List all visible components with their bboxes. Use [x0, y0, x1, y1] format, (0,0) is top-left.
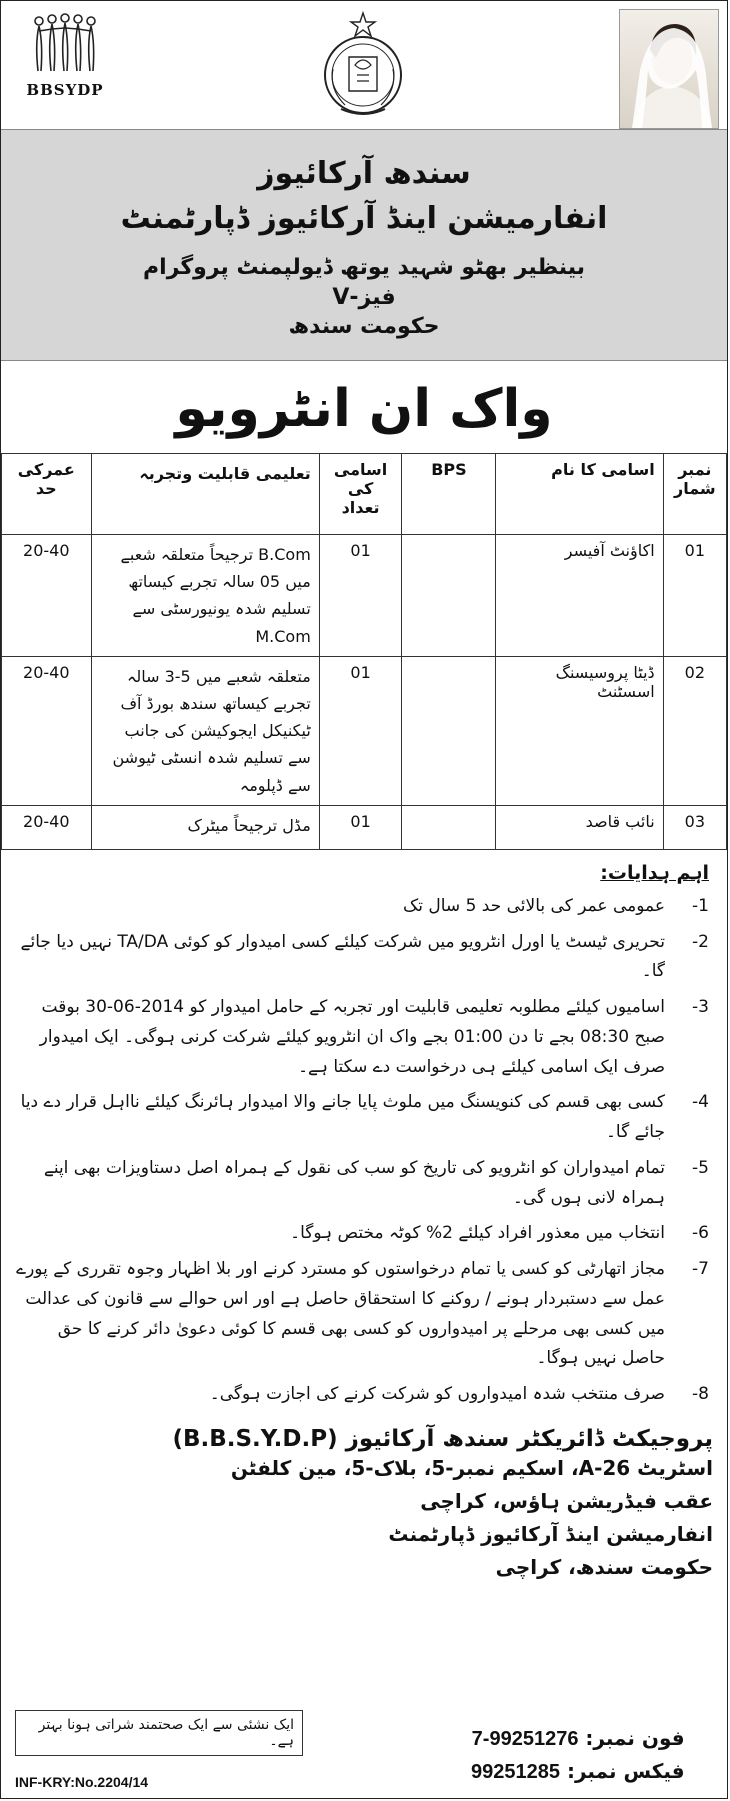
vacancies-table — [1, 453, 727, 850]
header-bps: BPS — [402, 454, 496, 535]
row-serial: 03 — [663, 805, 726, 849]
phase-label: فیز-V — [332, 284, 396, 310]
address-line: انفارمیشن اینڈ آرکائیوز ڈپارٹمنٹ — [388, 1521, 713, 1546]
row-posts-count: 01 — [319, 535, 402, 657]
government-label: حکومت سندھ — [288, 314, 440, 340]
list-item — [15, 1255, 709, 1374]
row-age-limit: 20-40 — [2, 535, 92, 657]
address-line: اسٹریٹ A-26، اسکیم نمبر-5، بلاک-5، مین کلفٹن — [230, 1455, 713, 1480]
item-number: 2- — [692, 931, 709, 952]
header-post-name: اسامی کا نام — [496, 454, 663, 535]
row-post-name: نائب قاصد — [496, 805, 663, 849]
fax-number: 99251285 — [471, 1761, 560, 1783]
row-posts-count: 01 — [319, 805, 402, 849]
anti-drug-footnote: ایک نشئی سے ایک صحتمند شراتی ہونا بہتر ہے۔ — [15, 1710, 303, 1756]
item-number: 8- — [692, 1384, 709, 1404]
walk-in-interview-title: واک ان انٹرویو — [175, 379, 553, 440]
item-text: انتخاب میں معذور افراد کیلئے 2% کوٹہ مختص ہوگا۔ — [290, 1223, 665, 1244]
row-bps — [402, 805, 496, 849]
item-text: عمومی عمر کی بالائی حد 5 سال تک — [403, 895, 665, 916]
contact-section — [1, 1416, 727, 1584]
item-number: 5- — [692, 1157, 709, 1178]
list-item — [15, 993, 709, 1082]
bbsydp-logo — [15, 13, 115, 99]
sindh-government-emblem-icon — [311, 9, 416, 121]
header-qualification: تعلیمی قابلیت وتجربہ — [91, 454, 319, 535]
logo-text: BBSYDP — [26, 81, 104, 99]
item-number: 1- — [692, 895, 709, 916]
list-item — [15, 1380, 709, 1410]
phone-line — [471, 1722, 685, 1755]
row-qualification: B.Com ترجیحاً متعلقہ شعبے میں 05 سالہ تجربے کیساتھ تسلیم شدہ یونیورسٹی سے M.Com — [91, 535, 319, 657]
row-qualification: مڈل ترجیحاً میٹرک — [91, 805, 319, 849]
instructions-section — [1, 850, 727, 1410]
item-text: صرف منتخب شدہ امیدواروں کو شرکت کرنے کی اجازت ہوگی۔ — [209, 1384, 665, 1404]
header-age-limit: عمرکی حد — [2, 454, 92, 535]
youth-figures-icon — [30, 13, 100, 75]
row-bps — [402, 535, 496, 657]
item-number: 4- — [692, 1092, 709, 1113]
item-number: 3- — [692, 997, 709, 1017]
title-band — [1, 129, 727, 361]
row-age-limit: 20-40 — [2, 805, 92, 849]
portrait-photo — [619, 9, 719, 129]
contact-heading: پروجیکٹ ڈائریکٹر سندھ آرکائیوز (B.B.S.Y.D.P) — [172, 1425, 713, 1452]
table-row — [2, 805, 727, 849]
item-number: 7- — [692, 1259, 709, 1279]
header-serial: نمبر شمار — [663, 454, 726, 535]
table-row — [2, 656, 727, 805]
table-row — [2, 535, 727, 657]
phone-label: فون نمبر: — [585, 1726, 685, 1750]
instructions-heading: اہم ہدایات: — [600, 861, 709, 884]
list-item — [15, 928, 709, 988]
row-posts-count: 01 — [319, 656, 402, 805]
address-line: حکومت سندھ، کراچی — [495, 1554, 713, 1579]
list-item — [15, 1219, 709, 1249]
fax-line — [471, 1755, 685, 1788]
header-logos — [1, 1, 727, 129]
row-serial: 01 — [663, 535, 726, 657]
item-number: 6- — [692, 1223, 709, 1244]
department-title: سندھ آرکائیوز — [257, 156, 471, 191]
item-text: کسی بھی قسم کی کنویسنگ میں ملوث پایا جانے والا امیدوار ہائرنگ کیلئے نااہل قرار دے دیا جائے گا۔ — [20, 1092, 665, 1142]
row-serial: 02 — [663, 656, 726, 805]
row-bps — [402, 656, 496, 805]
phone-fax-block — [471, 1722, 685, 1788]
list-item — [15, 1154, 709, 1214]
item-text: تمام امیدواران کو انٹرویو کی تاریخ کو سب کی نقول کے ہمراہ اصل دستاویزات بھی اپنے ہمراہ لانی ہوں گی۔ — [43, 1157, 665, 1208]
fax-label: فیکس نمبر: — [566, 1759, 685, 1783]
list-item — [15, 892, 709, 922]
item-text: مجاز اتھارٹی کو کسی یا تمام درخواستوں کو مسترد کرنے اور بلا اظہار وجوہ تقرری کے پورے عمل سے دستبردار ہونے / روکنے کا استحقاق حاصل ہے اور اس حوالے سے قانون کی عدالت میں کسی بھی مرحلے پر امیدواروں کو کسی بھی قسم کا کوئی دعویٰ دائر کرنے کا حق حاصل نہیں ہوگا۔ — [16, 1259, 665, 1369]
row-post-name: ڈیٹا پروسیسنگ اسسٹنٹ — [496, 656, 663, 805]
program-name: بینظیر بھٹو شہید یوتھ ڈیولپمنٹ پروگرام — [143, 255, 585, 280]
row-qualification: متعلقہ شعبے میں 5-3 سالہ تجربے کیساتھ سندھ بورڈ آف ٹیکنیکل ایجوکیشن کی جانب سے تسلیم شدہ انسٹی ٹیوشن سے ڈپلومہ — [91, 656, 319, 805]
list-item — [15, 1088, 709, 1148]
row-age-limit: 20-40 — [2, 656, 92, 805]
address-line: عقب فیڈریشن ہاؤس، کراچی — [420, 1488, 713, 1513]
item-text: تحریری ٹیسٹ یا اورل انٹرویو میں شرکت کیلئے کسی امیدوار کو کوئی TA/DA نہیں دیا جائے گا۔ — [20, 931, 665, 982]
row-post-name: اکاؤنٹ آفیسر — [496, 535, 663, 657]
department-subtitle: انفارمیشن اینڈ آرکائیوز ڈپارٹمنٹ — [120, 200, 608, 236]
reference-number: INF-KRY:No.2204/14 — [15, 1774, 149, 1790]
item-text: اسامیوں کیلئے مطلوبہ تعلیمی قابلیت اور تجربہ کے حامل امیدوار کو 2014-06-30 بوقت صبح 08:30 بجے تا دن 01:00 بجے واک ان انٹرویو کیلئے شرکت کرنی ہوگی۔ ایک امیدوار صرف ایک اسامی کیلئے ہی درخواست دے سکتا ہے۔ — [39, 997, 665, 1077]
header-posts-count: اسامی کی تعداد — [319, 454, 402, 535]
phone-number: 99251276-7 — [471, 1728, 579, 1750]
table-header-row — [2, 454, 727, 535]
